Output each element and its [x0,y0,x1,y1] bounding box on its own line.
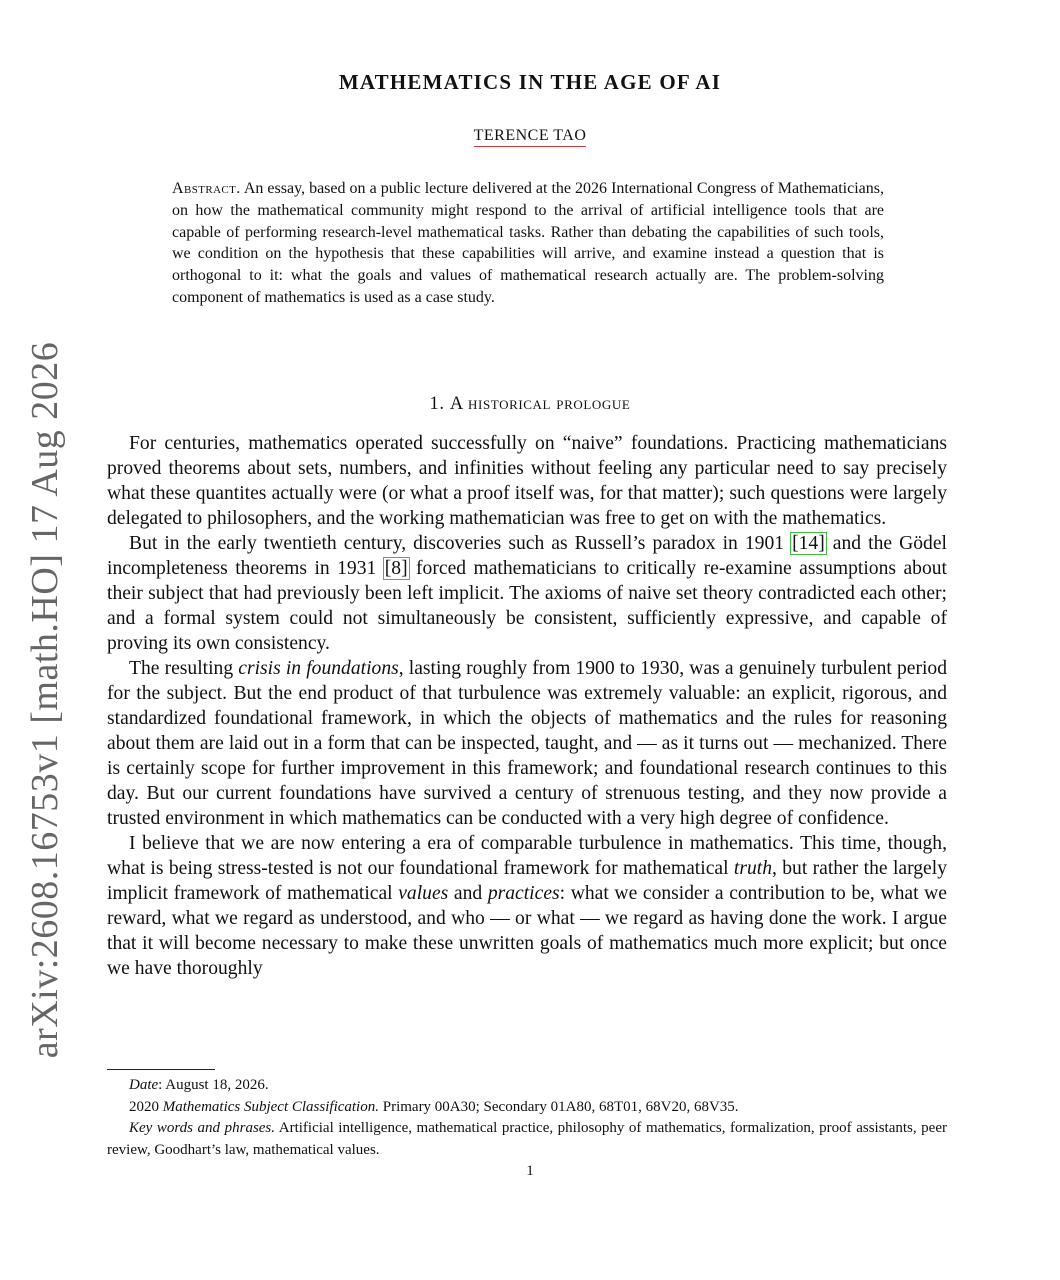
paragraph-2 [107,531,947,656]
paragraph-4-text-a: I believe that we are now entering a era of comparable turbulence in mathematics. This time, though, what is being stress-tested is not our foundational framework for mathematical [107,833,947,879]
body-text [107,431,947,981]
citation-link-14[interactable]: [14] [792,533,825,554]
paragraph-2-text-b: and the Gödel incompleteness theorems in 1931 [107,533,947,579]
section-heading [0,394,1060,415]
paragraph-3-text-b: , lasting roughly from 1900 to 1930, was a genuinely turbulent period for the subject. But the end product of that turbulence was extremely valuable: an explicit, rigorous, and standardized foundational framework, in which the objects of mathematics and the rules for reasoning about them are laid out in a form that can be inspected, taught, and — as it turns out — mechanized. There is certainly scope for further improvement in this framework; and foundational research continues to this day. But our current foundations have survived a century of strenuous testing, and they now provide a trusted environment in which mathematics can be conducted with a very high degree of confidence. [107,658,948,829]
footnote-keywords [107,1118,947,1161]
date-value: : August 18, 2026. [158,1077,269,1093]
footnotes [107,1075,947,1161]
paragraph-2-text-c: forced mathematicians to critically re-examine assumptions about their subject that had previously been left implicit. The axioms of naive set theory contradicted each other; and a formal system could not simultaneously be consistent, sufficiently expressive, and capable of proving its own consistency. [107,558,947,654]
paragraph-3-emphasis: crisis in foundations [238,658,399,679]
footnote-msc [107,1097,947,1119]
section-title: A historical prologue [449,394,631,414]
footnote-date [107,1075,947,1097]
date-label: Date [129,1077,159,1093]
paragraph-3-text-a: The resulting [129,658,239,679]
keywords-value: Artificial intelligence, mathematical practice, philosophy of mathematics, formalization, proof assistants, peer review, Goodhart’s law, mathematical values. [107,1120,947,1158]
paragraph-4-emphasis-values: values [398,883,449,904]
paragraph-3 [107,656,947,831]
paragraph-4-emphasis-practices: practices [487,883,560,904]
page-number: 1 [526,1163,534,1179]
msc-year: 2020 [129,1098,163,1115]
arxiv-identifier[interactable]: arXiv:2608.16753v1 [math.HO] 17 Aug 2026 [24,341,66,1059]
paragraph-4-emphasis-truth: truth [733,858,772,879]
paragraph-4 [107,831,947,981]
paper-title: MATHEMATICS IN THE AGE OF AI [338,70,722,94]
arxiv-stamp [0,0,66,1280]
abstract [172,178,884,309]
citation-link-8[interactable]: [8] [384,558,408,579]
abstract-text: An essay, based on a public lecture delivered at the 2026 International Congress of Mathematicians, on how the mathematical community might respond to the arrival of artificial intelligence tools that are capable of performing research-level mathematical tasks. Rather than debating the capabilities of such tools, we condition on the hypothesis that these capabilities will arrive, and examine instead a question that is orthogonal to it: what the goals and values of mathematical research actually are. The problem-solving component of mathematics is used as a case study. [172,180,884,306]
msc-label: Mathematics Subject Classification. [162,1098,379,1115]
msc-value: Primary 00A30; Secondary 01A80, 68T01, 68V20, 68V35. [378,1098,739,1115]
author-line [0,127,1060,147]
footnote-rule [107,1069,215,1070]
section-number: 1. [429,394,445,414]
paragraph-1: For centuries, mathematics operated successfully on “naive” foundations. Practicing mathematicians proved theorems about sets, numbers, and infinities without feeling any particular need to say precisely what these quantites actually were (or what a proof itself was, for that matter); such questions were largely delegated to philosophers, and the working mathematician was free to get on with the mathematics. [107,433,947,529]
paragraph-4-text-b: , but rather the largely implicit framework of mathematical [107,858,947,904]
author-name[interactable]: TERENCE TAO [474,127,587,147]
abstract-label: Abstract. [172,180,241,197]
paragraph-2-text-a: But in the early twentieth century, discoveries such as Russell’s paradox in 1901 [129,533,792,554]
paragraph-4-text-c: and [448,883,488,904]
paragraph-4-text-d: : what we consider a contribution to be, what we reward, what we regard as understood, and who — or what — we regard as having done the work. I argue that it will become necessary to make these unwritten goals of mathematics much more explicit; but once we have thoroughly [107,883,947,979]
keywords-label: Key words and phrases. [129,1120,276,1137]
